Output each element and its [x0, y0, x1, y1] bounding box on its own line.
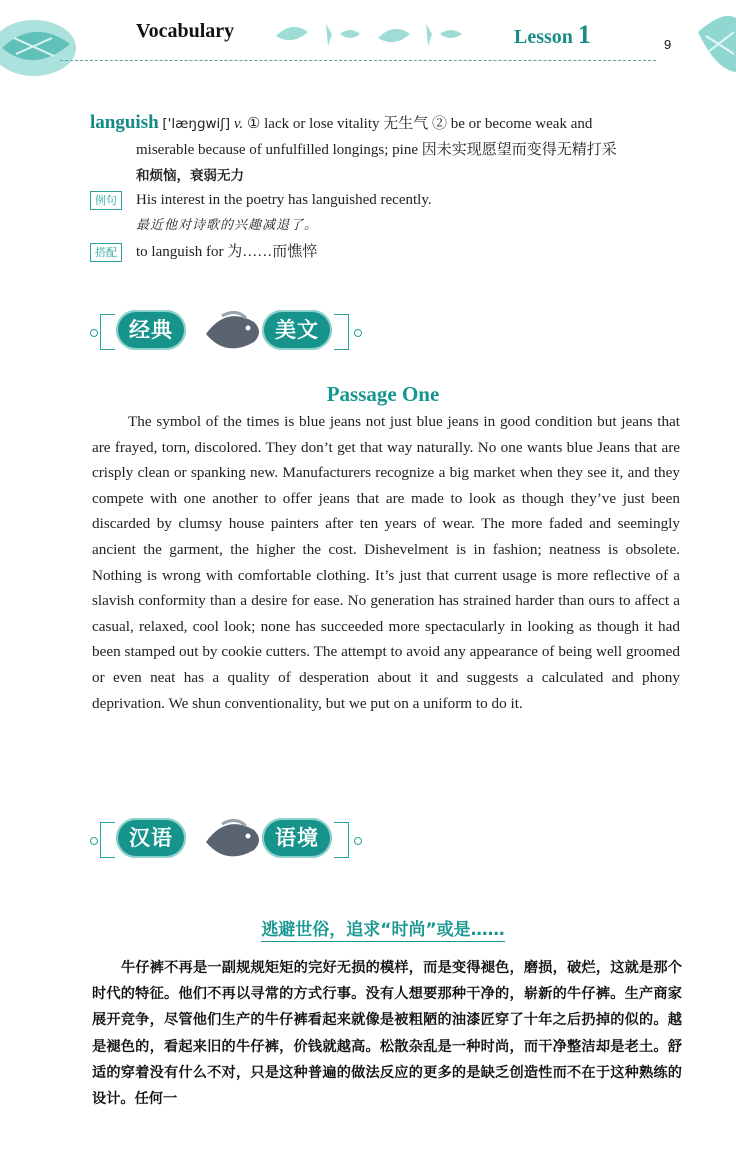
banner-dot-left [90, 329, 98, 337]
passage-body: The symbol of the times is blue jeans not just blue jeans in good condition but jeans that are frayed, torn, discolored. They don’t get that way naturally. No one wants blue Jeans that are crisply clean or spanking new. Manufacturers recognize a big market when they see it, and they compete with one another to offer jeans that are made to look as though they’ve just been discarded by clumsy house painters after ten years of wear. The more faded and seemingly ancient the garment, the higher the cost. Dishevelment is in fashion; neatness is obsolete. Nothing is wrong with comfortable clothing. It’s just that current usage is more reflective of a slavish conformity than a desire for ease. No generation has strained harder than ours to affect a casual, relaxed, cool look; none has succeeded more spectacularly in looking as though it had been stamped out by cookie cutters. The attempt to avoid any appearance of being well groomed or even neat has a quality of desperation about it and suggests a calculated and phony deprivation. We shun conventionality, but we put on a uniform to do it. [92, 413, 680, 712]
entry-line-1 [90, 110, 690, 137]
lesson-number: 1 [577, 20, 591, 49]
banner-dot-left [90, 837, 98, 845]
banner-pill-right: 语境 [262, 818, 332, 858]
chinese-title-text: 逃避世俗，追求“时尚”或是…… [261, 920, 505, 940]
section-banner-classic [90, 304, 370, 356]
vocab-entry [90, 110, 690, 189]
collocation-tag: 搭配 [90, 243, 122, 262]
banner-bracket-right [334, 822, 349, 858]
fish-decoration-icon [0, 8, 84, 80]
fish-decoration-right-icon [688, 2, 736, 82]
banner-pill-left: 汉语 [116, 818, 186, 858]
banner-bracket-right [334, 314, 349, 350]
banner-pill-right: 美文 [262, 310, 332, 350]
header-section-title: Vocabulary [136, 20, 235, 42]
example-chinese-row [90, 214, 690, 237]
lesson-label: Lesson [514, 26, 573, 48]
chinese-section-title [0, 915, 736, 940]
collocation-text: to languish for 为……而憔悴 [136, 244, 318, 260]
example-english: His interest in the poetry has languished recently. [136, 192, 432, 208]
banner-pill-left: 经典 [116, 310, 186, 350]
page-number: 9 [664, 37, 672, 52]
section-banner-chinese [90, 812, 370, 864]
banner-bracket-left [100, 822, 115, 858]
banner-dot-right [354, 837, 362, 845]
chinese-body: 牛仔裤不再是一副规规矩矩的完好无损的模样，而是变得褪色，磨损，破烂，这就是那个时代的特征。他们不再以寻常的方式行事。没有人想要那种干净的，崭新的牛仔裤。生产商家展开竞争，尽管他们生产的牛仔裤看起来就像是被粗陋的油漆匠穿了十年之后扔掉的似的。越是褪色的，看起来旧的牛仔裤，价钱就越高。松散杂乱是一种时尚，而干净整洁却是老土。舒适的穿着没有什么不对，只是这种普遍的做法反应的更多的是缺乏创造性而不在于这种熟练的设计。任何一 [92, 960, 682, 1108]
example-chinese: 最近他对诗歌的兴趣减退了。 [136, 218, 319, 233]
part-of-speech: v. [233, 116, 244, 132]
definition-line-2: miserable because of unfulfilled longings; pine 因未实现愿望而变得无精打采 [136, 142, 617, 158]
header-divider [60, 60, 656, 61]
example-tag: 例句 [90, 191, 122, 210]
fish-icon [202, 304, 264, 356]
banner-bracket-left [100, 314, 115, 350]
phonetic: ['læŋgwiʃ] [162, 116, 231, 132]
fish-icon [202, 812, 264, 864]
example-row [90, 189, 690, 211]
definition-line-3: 和烦恼，衰弱无力 [136, 168, 244, 184]
collocation-row [90, 241, 690, 263]
header-lesson [514, 20, 591, 50]
definition-line-1: ① lack or lose vitality 无生气 ② be or become weak and [246, 116, 593, 132]
fish-row-decoration-icon [270, 16, 470, 50]
banner-dot-right [354, 329, 362, 337]
passage-title: Passage One [326, 382, 440, 406]
page-header [0, 0, 736, 80]
headword: languish [90, 112, 159, 133]
